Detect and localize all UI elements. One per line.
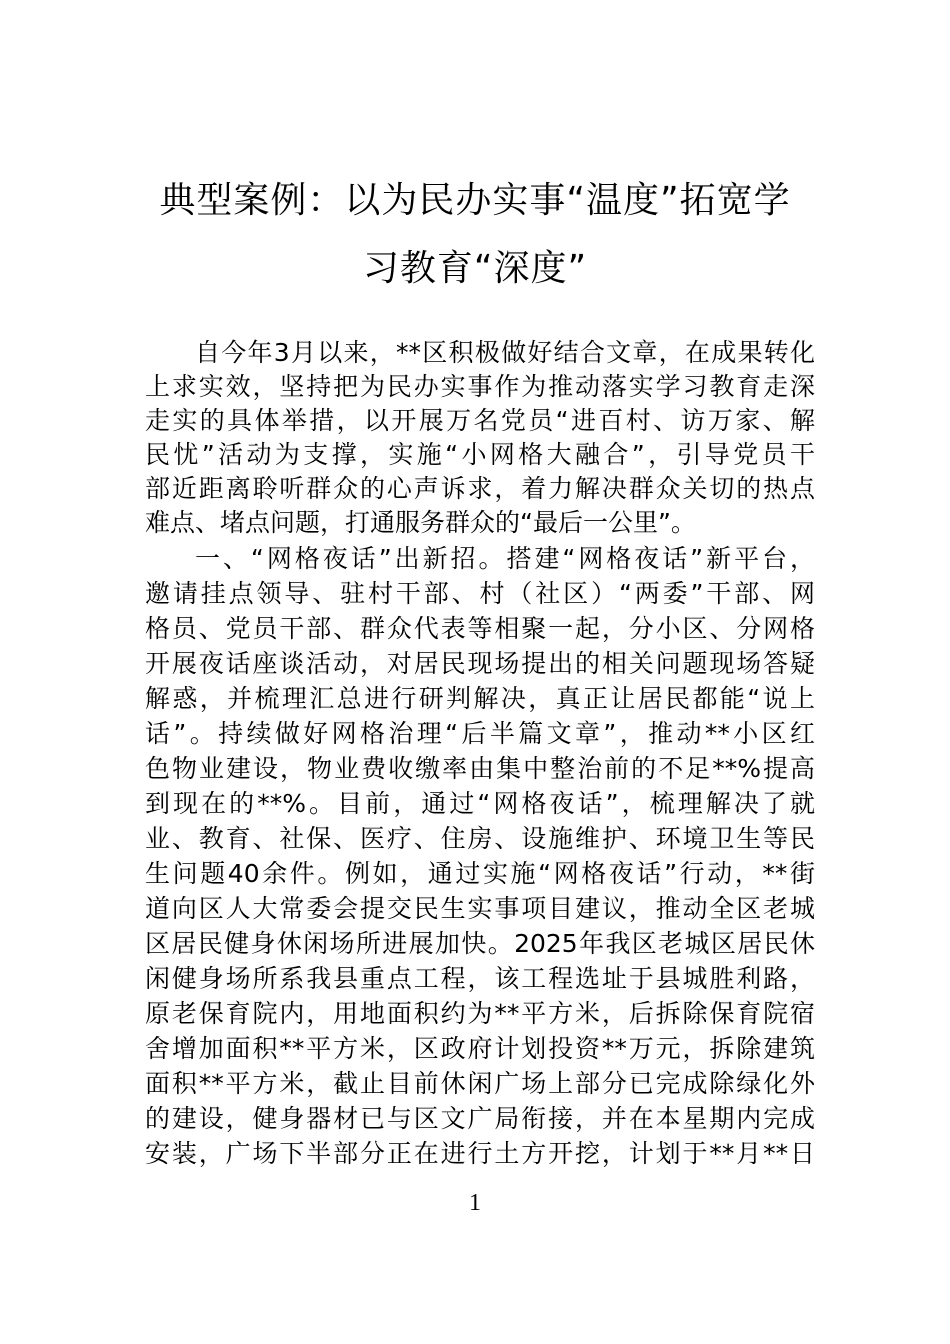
paragraph-1-line: 上求实效，坚持把为民办实事作为推动落实学习教育走深 (145, 372, 815, 401)
paragraph-1-line: 民忧”活动为支撑，实施“小网格大融合”，引导党员干 (145, 440, 815, 469)
paragraph-2-line: 一、“网格夜话”出新招。搭建“网格夜话”新平台， (195, 544, 815, 573)
paragraph-1-line: 部近距离聆听群众的心声诉求，着力解决群众关切的热点 (145, 474, 815, 503)
page-number: 1 (469, 1190, 481, 1216)
paragraph-2-line: 到现在的**%。目前，通过“网格夜话”，梳理解决了就 (145, 789, 815, 818)
document-title-line-2: 习教育“深度” (362, 248, 588, 289)
paragraph-2-line: 原老保育院内，用地面积约为**平方米，后拆除保育院宿 (145, 999, 815, 1028)
paragraph-2-line: 的建设，健身器材已与区文广局衔接，并在本星期内完成 (145, 1104, 815, 1133)
paragraph-1-line: 自今年3月以来，**区积极做好结合文章，在成果转化 (195, 338, 815, 367)
paragraph-2-line: 业、教育、社保、医疗、住房、设施维护、环境卫生等民 (145, 824, 815, 853)
paragraph-2-line: 舍增加面积**平方米，区政府计划投资**万元，拆除建筑 (145, 1034, 815, 1063)
paragraph-2-line: 话”。持续做好网格治理“后半篇文章”，推动**小区红 (145, 719, 815, 748)
paragraph-2-line: 道向区人大常委会提交民生实事项目建议，推动全区老城 (145, 894, 815, 923)
paragraph-2-line: 生问题40余件。例如，通过实施“网格夜话”行动，**街 (145, 859, 815, 888)
paragraph-2-line: 解惑，并梳理汇总进行研判解决，真正让居民都能“说上 (145, 684, 815, 713)
paragraph-2-line: 开展夜话座谈活动，对居民现场提出的相关问题现场答疑 (145, 649, 815, 678)
paragraph-2-line: 区居民健身休闲场所进展加快。2025年我区老城区居民休 (145, 929, 815, 958)
paragraph-2-line: 安装，广场下半部分正在进行土方开挖，计划于**月**日 (145, 1139, 815, 1168)
paragraph-2-line: 面积**平方米，截止目前休闲广场上部分已完成除绿化外 (145, 1069, 815, 1098)
paragraph-2-line: 色物业建设，物业费收缴率由集中整治前的不足**%提高 (145, 754, 815, 783)
paragraph-1-line: 难点、堵点问题，打通服务群众的“最后一公里”。 (145, 508, 696, 537)
paragraph-1-line: 走实的具体举措，以开展万名党员“进百村、访万家、解 (145, 406, 815, 435)
paragraph-2-line: 闲健身场所系我县重点工程，该工程选址于县城胜利路， (145, 964, 815, 993)
paragraph-2-line: 邀请挂点领导、驻村干部、村（社区）“两委”干部、网 (145, 579, 815, 608)
document-title-line-1: 典型案例：以为民办实事“温度”拓宽学 (159, 180, 791, 221)
paragraph-2-line: 格员、党员干部、群众代表等相聚一起，分小区、分网格 (145, 614, 815, 643)
